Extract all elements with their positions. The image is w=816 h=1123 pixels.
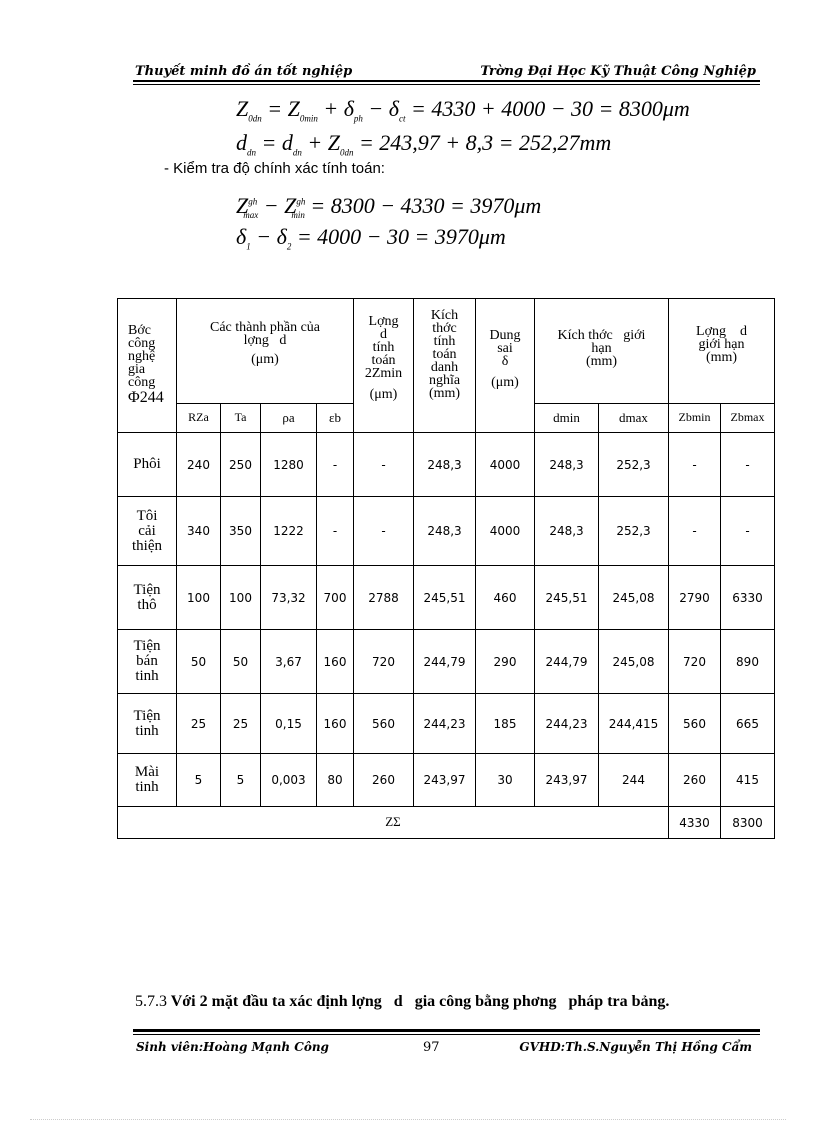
table-header-row — [118, 299, 775, 404]
cell: - — [354, 433, 414, 497]
cell: 340 — [177, 497, 221, 566]
equation-3 — [236, 193, 541, 220]
sub-rza-label: RZa — [188, 410, 209, 424]
check-text: - Kiểm tra độ chính xác tính toán: — [164, 160, 385, 177]
sub-dmax — [599, 404, 669, 433]
page-number: 97 — [423, 1040, 440, 1055]
header-limit-allowance-line: (mm) — [705, 350, 738, 365]
row-label-line: Tiện — [133, 707, 161, 724]
cell: 0,003 — [261, 754, 317, 807]
total-label — [118, 807, 669, 839]
total-zbmax: 8300 — [721, 807, 775, 839]
equation-4-render: $\delta_1 - \delta_2 = 4000 - 30 = 3970\mu m$ — [236, 224, 506, 252]
total-label-text: ZΣ — [385, 814, 401, 829]
cell: - — [317, 433, 354, 497]
header-nominal-line: tính — [433, 334, 456, 349]
header-components-line: (μm) — [251, 352, 279, 367]
total-zbmin: 4330 — [669, 807, 721, 839]
cell: 560 — [669, 694, 721, 754]
table-row — [118, 433, 775, 497]
cell: 0,15 — [261, 694, 317, 754]
cell: 720 — [354, 630, 414, 694]
header-nominal-line: (mm) — [428, 386, 461, 401]
header-rule-thin — [133, 84, 760, 85]
row-label — [118, 754, 177, 807]
row-label-line: thiện — [132, 537, 162, 554]
header-calc-line: (μm) — [369, 387, 398, 402]
cell: 245,08 — [599, 566, 669, 630]
header-nominal-line: nghĩa — [428, 373, 461, 388]
cell: - — [354, 497, 414, 566]
header-limit-size-line: (mm) — [585, 354, 618, 369]
cell: - — [317, 497, 354, 566]
cell: 2790 — [669, 566, 721, 630]
cell: 245,51 — [535, 566, 599, 630]
header-limit-allowance-line: Lợng d — [696, 324, 747, 339]
row-label-line: tinh — [135, 668, 159, 684]
cell: 245,08 — [599, 630, 669, 694]
table-row — [118, 694, 775, 754]
table-total-row — [118, 807, 775, 839]
cell: 260 — [669, 754, 721, 807]
row-label-line: Tiện — [133, 581, 161, 598]
cell: 252,3 — [599, 497, 669, 566]
cell: 30 — [476, 754, 535, 807]
header-tolerance-line: (μm) — [491, 375, 519, 390]
table-row — [118, 754, 775, 807]
header-left: Thuyết minh đồ án tốt nghiệp — [135, 64, 353, 79]
sub-zbmax — [721, 404, 775, 433]
cell: 415 — [721, 754, 775, 807]
footer-left: Sinh viên:Hoàng Mạnh Công — [136, 1040, 329, 1054]
header-limit-size-line: Kích thớc giới — [557, 328, 646, 343]
cell: 160 — [317, 630, 354, 694]
cell: 244,23 — [535, 694, 599, 754]
footer-rule-thin — [133, 1034, 760, 1035]
header-nominal-line: thớc — [432, 321, 457, 336]
header-limit-allowance-line: giới hạn — [698, 337, 745, 352]
header-tolerance-line: Dung — [489, 328, 521, 343]
section-heading — [135, 994, 755, 1009]
cell: - — [721, 497, 775, 566]
header-nominal-line: toán — [432, 347, 457, 362]
row-label-line: cải — [138, 522, 156, 539]
cell: 244,79 — [535, 630, 599, 694]
header-tolerance-line: sai — [497, 341, 513, 356]
footer-rule — [133, 1029, 760, 1032]
sub-eps-label: εb — [329, 409, 341, 425]
header-components-line: Các thành phần của — [209, 320, 320, 335]
header-step-line: công — [128, 336, 156, 351]
cell: 3,67 — [261, 630, 317, 694]
header-calc-line: Lợng — [368, 314, 399, 329]
allowance-table — [117, 298, 775, 839]
row-label — [118, 566, 177, 630]
row-label — [118, 433, 177, 497]
cell: 248,3 — [535, 433, 599, 497]
cell: 290 — [476, 630, 535, 694]
cell: 244 — [599, 754, 669, 807]
header-nominal-line: Kích — [430, 308, 459, 323]
sub-dmin — [535, 404, 599, 433]
cell: 5 — [221, 754, 261, 807]
row-label-line: Phôi — [133, 456, 161, 472]
table-row — [118, 630, 775, 694]
cell: - — [721, 433, 775, 497]
cell: 243,97 — [535, 754, 599, 807]
cell: 50 — [221, 630, 261, 694]
equation-1 — [236, 96, 690, 123]
cell: 25 — [177, 694, 221, 754]
header-calc-line: 2Zmin — [364, 366, 403, 381]
header-rule — [133, 80, 760, 82]
equation-1-render: $Z_{0dn} = Z_{0min} + \delta_{ph} - \delta_{ct} = 4330 + 4000 - 30 = 8300\mu m$ — [236, 96, 690, 124]
sub-rho — [261, 404, 317, 433]
cell: 80 — [317, 754, 354, 807]
header-nominal-line: danh — [430, 360, 459, 375]
row-label-line: Tôi — [136, 507, 158, 524]
header-limit-size — [535, 299, 669, 404]
header-limit-size-line: hạn — [591, 341, 612, 356]
header-tolerance — [476, 299, 535, 433]
cell: - — [669, 497, 721, 566]
footer-right: GVHD:Th.S.Nguyễn Thị Hồng Cẩm — [519, 1040, 752, 1054]
sub-eps — [317, 404, 354, 433]
equation-3-render: $Z^{gh}_{max} - Z^{gh}_{min} = 8300 - 4330 = 3970\mu m$ — [236, 193, 542, 221]
cell: 243,97 — [414, 754, 476, 807]
section-title: Với 2 mặt đầu ta xác định lợng d gia công bằng phơng pháp tra bảng. — [170, 993, 670, 1010]
header-step-line: công — [128, 375, 156, 390]
cell: 560 — [354, 694, 414, 754]
header-components — [177, 299, 354, 404]
cell: 240 — [177, 433, 221, 497]
equation-2 — [236, 130, 611, 157]
cell: 6330 — [721, 566, 775, 630]
cell: 1222 — [261, 497, 317, 566]
header-step-line: Φ244 — [128, 389, 164, 406]
cell: 720 — [669, 630, 721, 694]
sub-dmax-label: dmax — [619, 409, 648, 425]
row-label-line: thô — [137, 596, 157, 613]
header-calc-allowance — [354, 299, 414, 433]
cell: 160 — [317, 694, 354, 754]
cell: 4000 — [476, 433, 535, 497]
sub-zbmin-label: Zbmin — [678, 410, 711, 424]
cell: 244,23 — [414, 694, 476, 754]
sub-zbmax-label: Zbmax — [730, 410, 765, 424]
cell: 460 — [476, 566, 535, 630]
cell: 350 — [221, 497, 261, 566]
cell: 5 — [177, 754, 221, 807]
sub-rza — [177, 404, 221, 433]
header-calc-line: toán — [371, 353, 396, 368]
sub-ta-label: Ta — [234, 410, 247, 424]
row-label-line: bán — [136, 653, 158, 669]
cell: 248,3 — [414, 433, 476, 497]
cell: 248,3 — [535, 497, 599, 566]
cell: 244,79 — [414, 630, 476, 694]
cell: 4000 — [476, 497, 535, 566]
cell: 2788 — [354, 566, 414, 630]
cell: 100 — [221, 566, 261, 630]
equation-4 — [236, 224, 506, 251]
row-label — [118, 694, 177, 754]
header-calc-line: d — [380, 327, 387, 342]
cell: 665 — [721, 694, 775, 754]
header-nominal-size — [414, 299, 476, 433]
section-number: 5.7.3 — [135, 993, 167, 1010]
sub-rho-label: ρa — [282, 409, 295, 425]
cell: 1280 — [261, 433, 317, 497]
row-label-line: tinh — [135, 779, 159, 795]
cell: 700 — [317, 566, 354, 630]
header-step — [118, 299, 177, 433]
cell: 250 — [221, 433, 261, 497]
table-row — [118, 497, 775, 566]
cell: 100 — [177, 566, 221, 630]
header-right: Trờng Đại Học Kỹ Thuật Công Nghiệp — [480, 64, 756, 79]
cell: 244,415 — [599, 694, 669, 754]
cell: 185 — [476, 694, 535, 754]
cell: 248,3 — [414, 497, 476, 566]
cell: 260 — [354, 754, 414, 807]
page-footer — [133, 1040, 760, 1058]
cell: 73,32 — [261, 566, 317, 630]
equation-2-render: $d_{dn} = d_{dn} + Z_{0dn} = 243,97 + 8,3 = 252,27mm$ — [236, 130, 612, 158]
page-bottom-border — [30, 1119, 786, 1120]
cell: 245,51 — [414, 566, 476, 630]
cell: 50 — [177, 630, 221, 694]
header-calc-line: tính — [372, 340, 395, 355]
header-components-line: lợng d — [243, 333, 287, 348]
table-row — [118, 566, 775, 630]
header-step-line: nghệ — [128, 349, 156, 364]
cell: 252,3 — [599, 433, 669, 497]
cell: 890 — [721, 630, 775, 694]
cell: - — [669, 433, 721, 497]
header-step-line: Bớc — [128, 323, 151, 338]
header-step-line: gia — [128, 362, 146, 377]
row-label-line: Tiện — [133, 638, 161, 654]
sub-zbmin — [669, 404, 721, 433]
row-label-line: Mài — [134, 764, 160, 780]
sub-dmin-label: dmin — [553, 409, 580, 425]
sub-ta — [221, 404, 261, 433]
cell: 25 — [221, 694, 261, 754]
header-tolerance-line: δ — [501, 354, 509, 369]
header-limit-allowance — [669, 299, 775, 404]
row-label — [118, 497, 177, 566]
row-label-line: tinh — [135, 722, 159, 739]
row-label — [118, 630, 177, 694]
